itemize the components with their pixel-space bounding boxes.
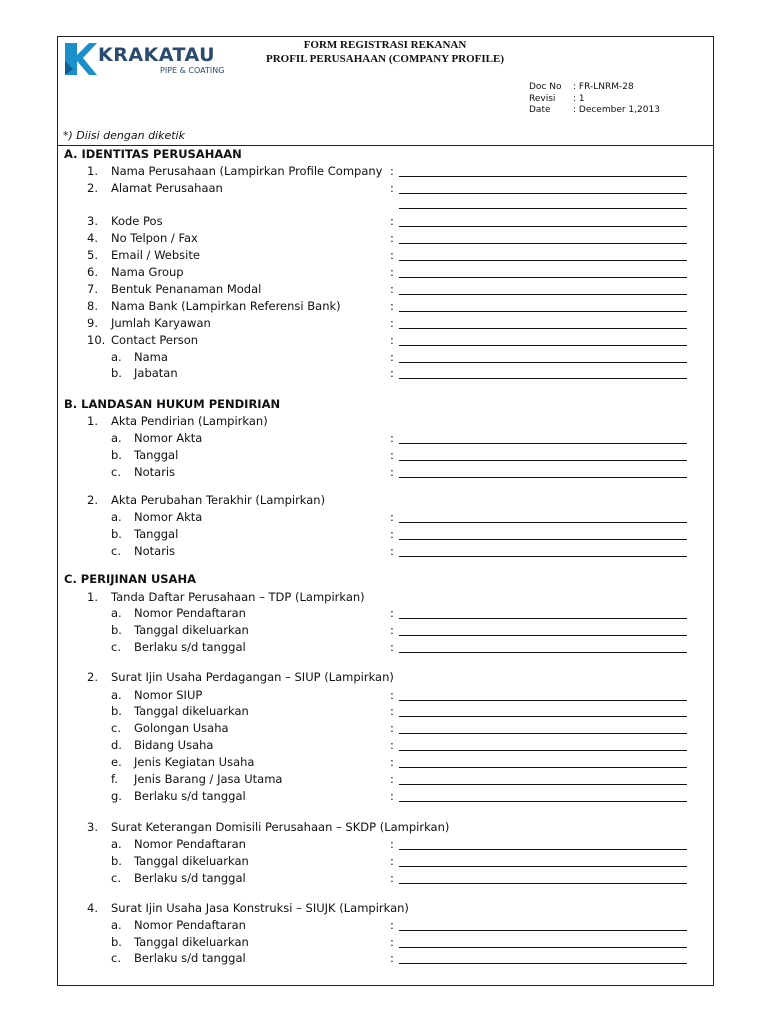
- item-label: Surat Keterangan Domisili Perusahaan – SKDP (Lampirkan): [111, 820, 450, 834]
- item-number: b.: [111, 527, 122, 541]
- item-number: a.: [111, 688, 122, 702]
- item-label: Nomor Pendaftaran: [134, 606, 246, 620]
- item-number: 1.: [87, 164, 98, 178]
- item-label: Kode Pos: [111, 214, 163, 228]
- item-label: Alamat Perusahaan: [111, 181, 223, 195]
- item-label: Nomor Akta: [134, 431, 203, 445]
- form-subtitle: PROFIL PERUSAHAAN (COMPANY PROFILE): [265, 53, 505, 65]
- fill-in-line[interactable]: [399, 883, 687, 884]
- field-colon: :: [390, 918, 394, 932]
- item-label: Bentuk Penanaman Modal: [111, 282, 262, 296]
- fill-in-line[interactable]: [399, 849, 687, 850]
- field-colon: :: [390, 248, 394, 262]
- item-label: Golongan Usaha: [134, 721, 229, 735]
- fill-in-line[interactable]: [399, 193, 687, 194]
- revisi-value: : 1: [573, 94, 585, 104]
- item-label: Nomor Pendaftaran: [134, 837, 246, 851]
- item-label: Jumlah Karyawan: [111, 316, 211, 330]
- item-label: Jenis Kegiatan Usaha: [134, 755, 255, 769]
- item-label: Nomor Akta: [134, 510, 203, 524]
- item-number: a.: [111, 510, 122, 524]
- item-label: Nama Group: [111, 265, 184, 279]
- field-colon: :: [390, 231, 394, 245]
- item-label: Berlaku s/d tanggal: [134, 640, 246, 654]
- item-label: Nama Perusahaan (Lampirkan Profile Company: [111, 164, 383, 178]
- item-number: a.: [111, 837, 122, 851]
- field-colon: :: [390, 738, 394, 752]
- item-label: Tanggal dikeluarkan: [134, 854, 249, 868]
- field-colon: :: [390, 951, 394, 965]
- item-label: Berlaku s/d tanggal: [134, 871, 246, 885]
- item-label: Surat Ijin Usaha Jasa Konstruksi – SIUJK (Lampirkan): [111, 901, 409, 915]
- field-colon: :: [390, 789, 394, 803]
- item-number: b.: [111, 935, 122, 949]
- field-colon: :: [390, 299, 394, 313]
- item-label: Berlaku s/d tanggal: [134, 789, 246, 803]
- fill-in-line[interactable]: [399, 801, 687, 802]
- fill-instruction: *) Diisi dengan diketik: [63, 129, 185, 142]
- item-label: Bidang Usaha: [134, 738, 214, 752]
- fill-in-line[interactable]: [399, 294, 687, 295]
- fill-in-line[interactable]: [399, 345, 687, 346]
- field-colon: :: [390, 181, 394, 195]
- brand-subtitle: PIPE & COATING: [160, 66, 225, 75]
- item-label: Akta Pendirian (Lampirkan): [111, 414, 268, 428]
- fill-in-line[interactable]: [399, 243, 687, 244]
- fill-in-line[interactable]: [399, 311, 687, 312]
- field-colon: :: [390, 772, 394, 786]
- fill-in-line[interactable]: [399, 260, 687, 261]
- item-label: Tanggal: [134, 527, 179, 541]
- item-number: c.: [111, 544, 121, 558]
- fill-in-line[interactable]: [399, 618, 687, 619]
- item-label: Tanggal: [134, 448, 179, 462]
- field-colon: :: [390, 265, 394, 279]
- item-label: No Telpon / Fax: [111, 231, 198, 245]
- item-label: Jabatan: [134, 366, 178, 380]
- field-colon: :: [390, 935, 394, 949]
- item-number: g.: [111, 789, 122, 803]
- item-number: 8.: [87, 299, 98, 313]
- field-colon: :: [390, 544, 394, 558]
- fill-in-line[interactable]: [399, 539, 687, 540]
- item-number: d.: [111, 738, 122, 752]
- fill-in-line[interactable]: [399, 700, 687, 701]
- item-number: 4.: [87, 901, 98, 915]
- fill-in-line[interactable]: [399, 866, 687, 867]
- item-label: Tanda Daftar Perusahaan – TDP (Lampirkan): [111, 590, 365, 604]
- item-number: a.: [111, 918, 122, 932]
- item-number: a.: [111, 350, 122, 364]
- item-number: 1.: [87, 414, 98, 428]
- item-number: 10.: [87, 333, 106, 347]
- item-number: c.: [111, 721, 121, 735]
- item-number: c.: [111, 640, 121, 654]
- field-colon: :: [390, 510, 394, 524]
- fill-in-line[interactable]: [399, 635, 687, 636]
- item-label: Tanggal dikeluarkan: [134, 704, 249, 718]
- fill-in-line[interactable]: [399, 784, 687, 785]
- fill-in-line[interactable]: [399, 477, 687, 478]
- field-colon: :: [390, 623, 394, 637]
- field-colon: :: [390, 606, 394, 620]
- fill-in-line[interactable]: [399, 443, 687, 444]
- field-colon: :: [390, 333, 394, 347]
- fill-in-line[interactable]: [399, 328, 687, 329]
- fill-in-line[interactable]: [399, 930, 687, 931]
- item-label: Notaris: [134, 544, 176, 558]
- item-label: Nama: [134, 350, 168, 364]
- item-number: 7.: [87, 282, 98, 296]
- item-number: a.: [111, 606, 122, 620]
- field-colon: :: [390, 704, 394, 718]
- doc-no-value: : FR-LNRM-28: [573, 82, 634, 92]
- item-number: 3.: [87, 214, 98, 228]
- item-number: e.: [111, 755, 122, 769]
- item-number: 4.: [87, 231, 98, 245]
- item-label: Jenis Barang / Jasa Utama: [134, 772, 283, 786]
- fill-in-line[interactable]: [399, 362, 687, 363]
- item-label: Akta Perubahan Terakhir (Lampirkan): [111, 493, 326, 507]
- item-label: Berlaku s/d tanggal: [134, 951, 246, 965]
- date-value: : December 1,2013: [573, 105, 660, 115]
- item-number: a.: [111, 431, 122, 445]
- date-label: Date: [529, 105, 551, 115]
- section-b-title: B. LANDASAN HUKUM PENDIRIAN: [64, 397, 281, 411]
- doc-no-label: Doc No: [529, 82, 562, 92]
- item-label: Tanggal dikeluarkan: [134, 623, 249, 637]
- field-colon: :: [390, 366, 394, 380]
- fill-in-line[interactable]: [399, 226, 687, 227]
- fill-in-line[interactable]: [399, 947, 687, 948]
- field-colon: :: [390, 350, 394, 364]
- item-label: Tanggal dikeluarkan: [134, 935, 249, 949]
- field-colon: :: [390, 527, 394, 541]
- item-label: Surat Ijin Usaha Perdagangan – SIUP (Lampirkan): [111, 670, 394, 684]
- header-divider: [57, 145, 714, 146]
- field-colon: :: [390, 316, 394, 330]
- item-label: Contact Person: [111, 333, 199, 347]
- item-number: 9.: [87, 316, 98, 330]
- fill-in-line[interactable]: [399, 652, 687, 653]
- item-number: c.: [111, 465, 121, 479]
- field-colon: :: [390, 214, 394, 228]
- fill-in-line[interactable]: [399, 556, 687, 557]
- field-colon: :: [390, 640, 394, 654]
- field-colon: :: [390, 431, 394, 445]
- fill-in-line[interactable]: [399, 750, 687, 751]
- brand-name: KRAKATAU: [98, 44, 216, 66]
- field-colon: :: [390, 448, 394, 462]
- field-colon: :: [390, 854, 394, 868]
- item-number: b.: [111, 854, 122, 868]
- section-a-title: A. IDENTITAS PERUSAHAAN: [64, 147, 242, 161]
- fill-in-line[interactable]: [399, 716, 687, 717]
- item-number: 1.: [87, 590, 98, 604]
- item-number: 2.: [87, 670, 98, 684]
- form-title: FORM REGISTRASI REKANAN: [303, 39, 467, 51]
- fill-in-line[interactable]: [399, 208, 687, 209]
- item-number: 6.: [87, 265, 98, 279]
- item-label: Nomor SIUP: [134, 688, 203, 702]
- item-number: 5.: [87, 248, 98, 262]
- revisi-label: Revisi: [529, 94, 556, 104]
- fill-in-line[interactable]: [399, 767, 687, 768]
- item-label: Nomor Pendaftaran: [134, 918, 246, 932]
- item-number: f.: [111, 772, 118, 786]
- item-number: c.: [111, 951, 121, 965]
- item-number: b.: [111, 366, 122, 380]
- item-label: Nama Bank (Lampirkan Referensi Bank): [111, 299, 341, 313]
- field-colon: :: [390, 721, 394, 735]
- field-colon: :: [390, 755, 394, 769]
- field-colon: :: [390, 837, 394, 851]
- item-number: c.: [111, 871, 121, 885]
- item-label: Notaris: [134, 465, 176, 479]
- item-number: 3.: [87, 820, 98, 834]
- section-c-title: C. PERIJINAN USAHA: [64, 572, 196, 586]
- fill-in-line[interactable]: [399, 963, 687, 964]
- item-number: b.: [111, 704, 122, 718]
- field-colon: :: [390, 282, 394, 296]
- fill-in-line[interactable]: [399, 733, 687, 734]
- fill-in-line[interactable]: [399, 378, 687, 379]
- fill-in-line[interactable]: [399, 277, 687, 278]
- item-number: b.: [111, 448, 122, 462]
- field-colon: :: [390, 871, 394, 885]
- fill-in-line[interactable]: [399, 522, 687, 523]
- fill-in-line[interactable]: [399, 460, 687, 461]
- fill-in-line[interactable]: [399, 176, 687, 177]
- item-number: 2.: [87, 493, 98, 507]
- field-colon: :: [390, 164, 394, 178]
- item-number: 2.: [87, 181, 98, 195]
- field-colon: :: [390, 688, 394, 702]
- field-colon: :: [390, 465, 394, 479]
- item-number: b.: [111, 623, 122, 637]
- item-label: Email / Website: [111, 248, 200, 262]
